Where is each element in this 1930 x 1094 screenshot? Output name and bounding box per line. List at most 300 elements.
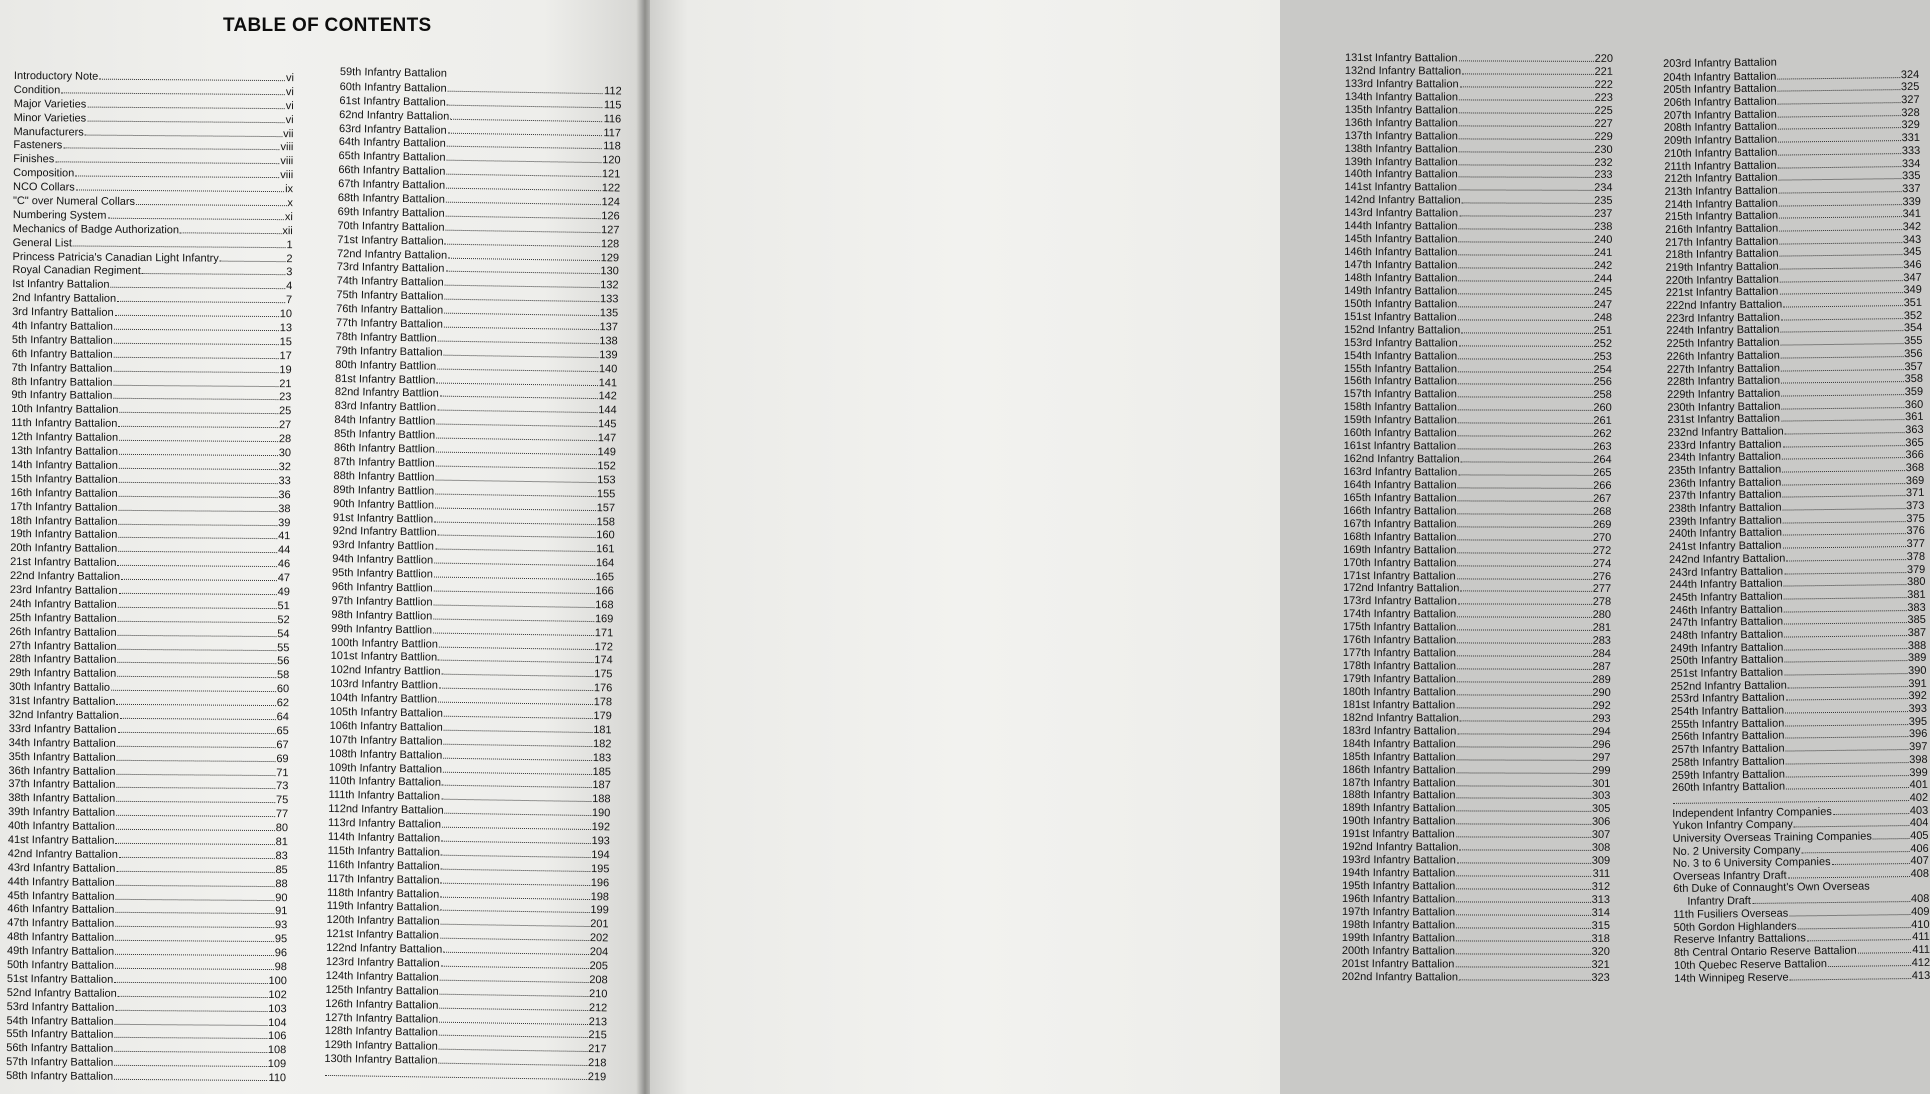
toc-entry xyxy=(13,222,293,238)
toc-entry-label: 128th Infantry Battalion xyxy=(324,1025,439,1040)
toc-entry-label: 39th Infantry Battalion xyxy=(8,806,116,820)
toc-entry-label: 237th Infantry Battalion xyxy=(1668,488,1782,503)
toc-entry xyxy=(1345,64,1613,78)
dot-leader xyxy=(443,345,598,357)
toc-entry-page: 93 xyxy=(274,919,288,932)
toc-entry-label: 37th Infantry Battalion xyxy=(8,778,116,792)
toc-entry-label: 226th Infantry Battalion xyxy=(1666,349,1780,363)
dot-leader xyxy=(1458,375,1593,385)
toc-entry xyxy=(7,972,287,988)
dot-leader xyxy=(115,959,274,970)
toc-entry-page: 194 xyxy=(591,848,610,862)
toc-entry-label: 2nd Infantry Battalion xyxy=(12,292,117,306)
toc-entry-label: Composition xyxy=(13,167,75,180)
toc-entry xyxy=(11,375,291,391)
toc-entry-label: 7th Infantry Battalion xyxy=(11,361,113,375)
toc-entry-label: 99th Infantry Battlion xyxy=(331,622,433,637)
toc-entry-label: 94th Infantry Battlion xyxy=(332,553,434,567)
toc-entry xyxy=(1345,116,1613,130)
toc-entry xyxy=(12,361,292,377)
dot-leader xyxy=(448,123,603,135)
toc-entry-page: 406 xyxy=(1910,842,1929,855)
toc-entry-page: 49 xyxy=(277,586,290,599)
toc-entry-page: 75 xyxy=(275,794,289,807)
toc-entry-label: 133rd Infantry Battalion xyxy=(1344,77,1459,91)
toc-entry-label: 232nd Infantry Battalion xyxy=(1667,425,1784,439)
toc-entry-page: 142 xyxy=(598,390,617,403)
dot-leader xyxy=(180,223,281,234)
dot-leader xyxy=(1781,347,1904,358)
toc-entry-label: Numbering System xyxy=(12,208,107,222)
toc-entry-page: 56 xyxy=(277,655,290,668)
toc-entry-label: 227th Infantry Battalion xyxy=(1666,362,1781,376)
toc-entry-label: 122nd Infantry Battalion xyxy=(326,942,443,956)
toc-entry-page: 73 xyxy=(276,780,289,793)
toc-entry-label: 112nd Infantry Battalion xyxy=(328,803,444,817)
dot-leader xyxy=(1458,181,1593,191)
dot-leader xyxy=(87,97,285,109)
toc-entry-label: 25th Infantry Battalion xyxy=(9,611,117,625)
toc-entry-label: 80th Infantry Battlion xyxy=(335,358,437,373)
toc-entry-label: 171st Infantry Battalion xyxy=(1343,569,1456,582)
dot-leader xyxy=(118,625,277,636)
dot-leader xyxy=(448,82,604,94)
dot-leader xyxy=(1782,436,1904,447)
toc-entry-label: 102nd Infantry Battlion xyxy=(330,664,441,678)
toc-entry-page: 307 xyxy=(1591,829,1611,842)
toc-entry xyxy=(1345,167,1613,181)
dot-leader xyxy=(436,415,597,428)
toc-entry-page: 233 xyxy=(1594,169,1613,182)
dot-leader xyxy=(1785,702,1908,713)
dot-leader xyxy=(1780,271,1903,282)
dot-leader xyxy=(114,334,279,345)
dot-leader xyxy=(117,653,276,664)
toc-entry-page: 219 xyxy=(587,1071,607,1084)
toc-entry-page: 193 xyxy=(591,835,610,848)
toc-entry xyxy=(11,472,291,488)
toc-entry-page: 2 xyxy=(286,252,293,265)
toc-entry xyxy=(1344,349,1612,363)
toc-entry-label: 12th Infantry Battalion xyxy=(11,431,119,444)
dot-leader xyxy=(1789,969,1910,980)
toc-entry-page: 375 xyxy=(1906,512,1925,525)
dot-leader xyxy=(220,251,286,262)
dot-leader xyxy=(117,639,276,650)
toc-entry-label: 220th Infantry Battalion xyxy=(1665,273,1779,287)
toc-entry-page: 117 xyxy=(603,126,622,139)
toc-entry xyxy=(14,111,294,127)
dot-leader xyxy=(444,318,599,330)
dot-leader xyxy=(440,971,589,983)
toc-entry-label: 106th Infantry Battalion xyxy=(329,719,443,734)
toc-entry-page: 69 xyxy=(276,752,289,765)
dot-leader xyxy=(1807,930,1911,941)
dot-leader xyxy=(1459,970,1590,980)
dot-leader xyxy=(443,762,592,774)
toc-entry-label: 35th Infantry Battalion xyxy=(8,750,116,764)
toc-entry-label: 162nd Infantry Battalion xyxy=(1343,453,1460,466)
dot-leader xyxy=(1784,563,1906,574)
toc-entry-page: 77 xyxy=(275,808,289,821)
toc-entry-page: 152 xyxy=(597,460,616,473)
toc-entry-page: 331 xyxy=(1901,131,1921,145)
toc-entry-label: 248th Infantry Battalion xyxy=(1669,628,1784,642)
toc-entry-page: 297 xyxy=(1592,751,1611,764)
dot-leader xyxy=(1785,727,1908,738)
toc-entry-label: 69th Infantry Battalion xyxy=(337,205,445,220)
toc-entry-label: 103rd Infantry Battlion xyxy=(330,678,438,692)
dot-leader xyxy=(1783,512,1906,523)
dot-leader xyxy=(115,1000,267,1011)
toc-entry-label: 52nd Infantry Battalion xyxy=(6,986,117,1000)
toc-entry xyxy=(1344,387,1612,401)
toc-entry-label: 23rd Infantry Battalion xyxy=(9,583,118,597)
toc-entry-page: 247 xyxy=(1593,298,1613,311)
toc-entry-label: 85th Infantry Battlion xyxy=(334,428,436,442)
toc-entry xyxy=(10,555,290,571)
toc-entry-page: 274 xyxy=(1592,557,1612,570)
toc-entry-label: 224th Infantry Battalion xyxy=(1666,324,1780,338)
dot-leader xyxy=(1785,715,1908,726)
toc-entry-label: 204th Infantry Battalion xyxy=(1663,70,1777,84)
dot-leader xyxy=(450,109,603,121)
toc-entry-label: 179th Infantry Battalion xyxy=(1342,672,1456,686)
toc-entry xyxy=(1345,129,1613,143)
toc-entry-label: 160th Infantry Battalion xyxy=(1343,427,1457,440)
toc-entry-page: 188 xyxy=(592,793,611,806)
toc-entry-label: 214th Infantry Battalion xyxy=(1664,197,1778,211)
toc-entry-label: 143rd Infantry Battalion xyxy=(1344,207,1459,220)
dot-leader xyxy=(441,915,590,927)
dot-leader xyxy=(1778,106,1901,117)
dot-leader xyxy=(1781,410,1904,422)
toc-entry-page: 195 xyxy=(590,862,610,876)
toc-entry xyxy=(11,402,291,418)
toc-entry-label: 82nd Infantry Battlion xyxy=(334,386,439,401)
dot-leader xyxy=(437,401,597,414)
toc-entry xyxy=(1344,465,1612,479)
dot-leader xyxy=(1457,685,1592,695)
toc-entry-page: 352 xyxy=(1903,309,1923,322)
dot-leader xyxy=(1457,659,1592,669)
toc-entry-page: 410 xyxy=(1911,918,1930,931)
toc-entry-page: 278 xyxy=(1592,596,1612,609)
toc-entry-label: 197th Infantry Battalion xyxy=(1341,905,1456,919)
dot-leader xyxy=(1458,388,1593,398)
dot-leader xyxy=(443,734,592,746)
toc-entry-label: 223rd Infantry Battalion xyxy=(1666,311,1781,325)
toc-entry-page: 358 xyxy=(1904,373,1924,386)
toc-entry-label: 211th Infantry Battalion xyxy=(1664,159,1777,173)
dot-leader xyxy=(441,846,590,858)
toc-entry-page: 52 xyxy=(277,613,290,626)
toc-entry xyxy=(11,500,291,516)
toc-entry-page: 399 xyxy=(1909,766,1928,779)
toc-entry xyxy=(12,347,292,363)
page-title: TABLE OF CONTENTS xyxy=(223,15,432,36)
dot-leader xyxy=(1779,283,1902,295)
toc-entry-page: 60 xyxy=(276,683,290,696)
dot-leader xyxy=(444,304,599,316)
dot-leader xyxy=(441,873,590,885)
toc-entry-label: 76th Infantry Battalion xyxy=(336,303,444,317)
dot-leader xyxy=(444,721,593,733)
toc-entry-page: 149 xyxy=(597,446,617,459)
toc-entry xyxy=(1344,426,1612,440)
toc-entry-page: 32 xyxy=(278,461,291,474)
dot-leader xyxy=(441,832,590,844)
toc-entry-label: 259th Infantry Battalion xyxy=(1671,768,1785,782)
dot-leader xyxy=(115,903,274,914)
toc-entry-label: 145th Infantry Battalion xyxy=(1344,233,1458,246)
toc-entry-page: 3 xyxy=(286,266,293,279)
toc-entry-page: 411 xyxy=(1912,931,1930,944)
dot-leader xyxy=(1783,296,1903,307)
toc-entry-label: 218th Infantry Battalion xyxy=(1665,247,1779,262)
toc-entry-label: Independent Infantry Companies xyxy=(1672,805,1832,820)
dot-leader xyxy=(117,737,276,748)
toc-entry-label: 190th Infantry Battalion xyxy=(1342,815,1456,828)
dot-leader xyxy=(1456,892,1591,902)
dot-leader xyxy=(439,1040,588,1052)
toc-entry-label: 216th Infantry Battalion xyxy=(1665,222,1779,236)
toc-entry-label: 63rd Infantry Battalion xyxy=(338,122,447,137)
dot-leader xyxy=(116,792,275,803)
dot-leader xyxy=(1457,776,1592,786)
toc-entry-label: 257th Infantry Battalion xyxy=(1671,742,1785,757)
dot-leader xyxy=(439,1012,588,1024)
toc-entry-page: 182 xyxy=(592,737,612,751)
toc-entry-page: 363 xyxy=(1905,423,1924,437)
dot-leader xyxy=(1801,842,1909,853)
toc-entry xyxy=(13,166,293,182)
dot-leader xyxy=(115,917,274,928)
toc-entry-label: 74th Infantry Battalion xyxy=(336,275,444,290)
dot-leader xyxy=(441,859,590,871)
toc-entry-label: 108th Infantry Battalion xyxy=(329,747,443,762)
toc-entry-label: 241st Infantry Battalion xyxy=(1668,539,1782,554)
toc-entry-label: 156th Infantry Battalion xyxy=(1343,375,1458,388)
dot-leader xyxy=(436,429,597,442)
toc-entry-label: 54th Infantry Battalion xyxy=(6,1014,114,1028)
toc-entry-page: 225 xyxy=(1594,104,1613,117)
toc-entry-page: 141 xyxy=(598,376,618,389)
toc-entry-label: 175th Infantry Battalion xyxy=(1342,621,1457,634)
dot-leader xyxy=(1458,491,1593,501)
toc-entry-page: 325 xyxy=(1900,81,1920,94)
toc-entry xyxy=(1342,775,1610,789)
dot-leader xyxy=(1456,905,1591,915)
toc-entry-page: 124 xyxy=(601,196,620,209)
toc-entry-page: 391 xyxy=(1908,677,1927,690)
dot-leader xyxy=(1782,461,1905,472)
dot-leader xyxy=(1459,336,1593,346)
toc-entry-label: 18th Infantry Battalion xyxy=(10,514,118,528)
toc-entry-page: 407 xyxy=(1910,855,1929,868)
toc-entry-label: 113rd Infantry Battalion xyxy=(328,817,442,831)
toc-entry-label: 117th Infantry Battalion xyxy=(327,872,440,887)
dot-leader xyxy=(1781,309,1903,320)
dot-leader xyxy=(445,804,591,816)
toc-entry xyxy=(7,958,287,974)
dot-leader xyxy=(119,459,278,470)
toc-entry-page: 258 xyxy=(1593,389,1612,402)
toc-entry-label: 105th Infantry Battalion xyxy=(329,705,444,720)
dot-leader xyxy=(440,984,589,996)
toc-entry-label: 51st Infantry Battalion xyxy=(6,972,114,986)
toc-entry-page: 366 xyxy=(1905,449,1924,462)
toc-entry-page: 361 xyxy=(1904,411,1924,424)
toc-entry xyxy=(9,708,289,724)
toc-entry-label: 222nd Infantry Battalion xyxy=(1665,298,1783,313)
toc-entry-page: 223 xyxy=(1594,91,1613,104)
toc-entry-page: 229 xyxy=(1594,130,1613,143)
dot-leader xyxy=(114,1070,268,1081)
dot-leader xyxy=(435,540,595,553)
toc-entry xyxy=(1343,491,1611,505)
toc-entry-label: 66th Infantry Battalion xyxy=(338,164,446,178)
toc-entry xyxy=(1345,51,1613,65)
toc-entry-page: 17 xyxy=(279,349,292,363)
toc-entry-label: 16th Infantry Battalion xyxy=(10,486,118,500)
toc-entry xyxy=(11,444,291,460)
dot-leader xyxy=(1785,689,1907,700)
toc-entry-page: vi xyxy=(285,99,294,112)
toc-entry xyxy=(1345,142,1613,156)
toc-entry-page: 280 xyxy=(1592,609,1612,622)
dot-leader xyxy=(119,487,278,498)
toc-entry-label: 159th Infantry Battalion xyxy=(1343,414,1457,427)
toc-entry-page: 256 xyxy=(1593,376,1612,389)
dot-leader xyxy=(1779,233,1902,244)
dot-leader xyxy=(1858,943,1912,954)
toc-entry xyxy=(12,291,292,307)
toc-entry xyxy=(10,625,290,641)
toc-entry-page: 158 xyxy=(596,515,615,528)
toc-entry xyxy=(8,819,288,835)
toc-entry xyxy=(1343,594,1611,608)
toc-entry-label: 64th Infantry Battalion xyxy=(338,136,446,151)
toc-entry-label: 6th Infantry Battalion xyxy=(11,347,113,361)
dot-leader xyxy=(115,945,274,956)
toc-entry-label: 95th Infantry Battlion xyxy=(331,567,434,581)
toc-entry xyxy=(1343,581,1611,595)
dot-leader xyxy=(1779,182,1902,193)
toc-entry xyxy=(7,902,287,918)
toc-entry-page: 103 xyxy=(268,1002,287,1015)
toc-entry-label: Introductory Note xyxy=(13,69,99,83)
toc-entry xyxy=(1342,814,1610,828)
toc-entry xyxy=(1345,103,1613,117)
toc-entry-label: 164th Infantry Battalion xyxy=(1343,478,1457,492)
toc-entry-page: 321 xyxy=(1591,958,1610,971)
toc-entry-page: 327 xyxy=(1901,93,1920,107)
dot-leader xyxy=(444,707,593,719)
toc-entry xyxy=(9,736,289,752)
dot-leader xyxy=(1457,647,1592,657)
toc-entry-page: 133 xyxy=(599,293,619,306)
toc-entry-label: 29th Infantry Battalion xyxy=(9,667,117,681)
toc-entry xyxy=(6,1069,286,1085)
toc-entry-page: 263 xyxy=(1593,440,1612,454)
dot-leader xyxy=(116,806,275,817)
toc-entry-label: 199th Infantry Battalion xyxy=(1341,931,1456,945)
toc-entry-label: 20th Infantry Battalion xyxy=(10,542,118,556)
dot-leader xyxy=(434,581,595,594)
toc-entry-label: 40th Infantry Battalion xyxy=(8,820,116,833)
dot-leader xyxy=(437,359,598,372)
dot-leader xyxy=(441,790,591,802)
dot-leader xyxy=(1794,816,1909,827)
toc-entry-label: 11th Fusiliers Overseas xyxy=(1673,907,1789,921)
dot-leader xyxy=(434,512,595,525)
dot-leader xyxy=(118,528,277,539)
toc-entry-page: 13 xyxy=(279,322,293,335)
dot-leader xyxy=(1457,634,1592,644)
dot-leader xyxy=(55,153,279,165)
dot-leader xyxy=(1783,525,1906,536)
toc-entry-page: 227 xyxy=(1594,117,1613,130)
toc-entry-label: 115th Infantry Battalion xyxy=(327,844,441,859)
toc-entry xyxy=(14,97,294,113)
toc-entry-page: 377 xyxy=(1906,537,1926,551)
dot-leader xyxy=(1457,724,1591,734)
toc-entry-page: 293 xyxy=(1592,712,1611,725)
dot-leader xyxy=(115,1014,268,1025)
dot-leader xyxy=(1785,423,1905,434)
dot-leader xyxy=(1831,854,1909,865)
toc-entry-label: 88th Infantry Battlion xyxy=(333,469,435,484)
toc-entry xyxy=(11,430,291,446)
toc-entry-label: 65th Infantry Battalion xyxy=(338,150,446,165)
toc-entry-label: "C" over Numeral Collars xyxy=(12,195,136,208)
toc-entry-label: 73rd Infantry Battalion xyxy=(336,261,445,276)
toc-entry-page: 155 xyxy=(596,487,616,501)
toc-entry-label: 68th Infantry Battalion xyxy=(337,192,446,206)
toc-entry-label: 166th Infantry Battalion xyxy=(1343,504,1457,518)
dot-leader xyxy=(115,834,274,845)
toc-entry-page: 380 xyxy=(1906,576,1926,589)
toc-entry-page: 215 xyxy=(588,1029,607,1042)
toc-entry-page: 240 xyxy=(1593,233,1613,247)
toc-entry-page: 289 xyxy=(1592,673,1611,686)
toc-entry-page: 272 xyxy=(1592,544,1612,557)
toc-entry-label: 221st Infantry Battalion xyxy=(1665,285,1779,300)
toc-entry-page: 127 xyxy=(601,223,620,237)
dot-leader xyxy=(1797,918,1910,929)
toc-entry-page: 251 xyxy=(1593,324,1613,337)
toc-entry xyxy=(1342,866,1610,880)
toc-entry xyxy=(12,250,292,266)
dot-leader xyxy=(115,306,279,317)
toc-entry-label: 101st Infantry Battlion xyxy=(330,650,438,665)
toc-entry-label: 198th Infantry Battalion xyxy=(1341,918,1456,932)
dot-leader xyxy=(436,373,597,386)
toc-entry-page: 365 xyxy=(1905,436,1924,449)
toc-entry-page: 38 xyxy=(278,502,291,515)
toc-entry-page: 104 xyxy=(268,1016,287,1029)
toc-entry-label: 30th Infantry Battalio xyxy=(9,681,111,694)
toc-entry-page: 144 xyxy=(598,404,617,417)
dot-leader xyxy=(1778,93,1901,104)
toc-entry-page: 242 xyxy=(1593,259,1613,272)
toc-entry xyxy=(9,666,289,682)
toc-entry-page: 7 xyxy=(286,294,293,307)
toc-entry-page: 267 xyxy=(1593,492,1612,505)
toc-entry xyxy=(1344,336,1612,350)
toc-entry-page: viii xyxy=(280,169,294,182)
